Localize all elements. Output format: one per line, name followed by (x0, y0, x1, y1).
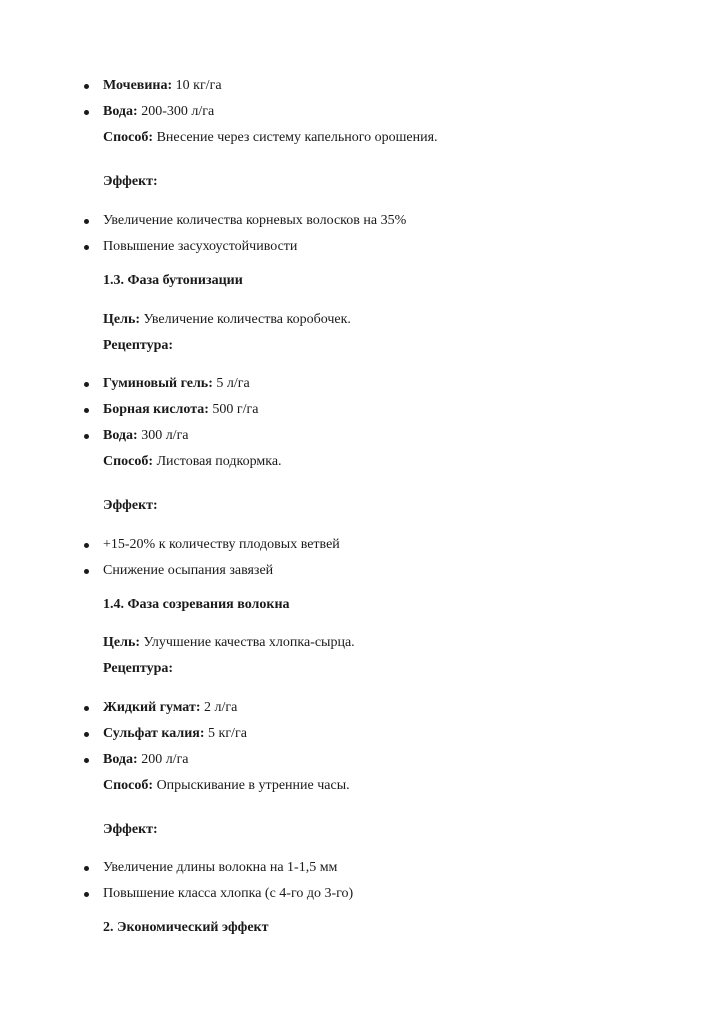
bullet-icon (84, 382, 89, 387)
bullet-icon (84, 219, 89, 224)
goal-line (103, 634, 355, 652)
goal-text: Увеличение количества коробочек. (140, 312, 351, 327)
item-value: 500 г/га (208, 402, 259, 417)
goal-label: Цель: (103, 312, 141, 327)
list-item-urea (103, 77, 222, 95)
section-title: 2. Экономический эффект (103, 920, 269, 935)
recipe-label: Рецептура: (103, 338, 174, 353)
bullet-icon (84, 84, 89, 89)
section-heading-budding (103, 272, 243, 290)
list-item-water (103, 103, 214, 121)
bullet-icon (84, 758, 89, 763)
item-label: Вода: (103, 104, 138, 119)
method-line (103, 129, 438, 147)
bullet-icon (84, 434, 89, 439)
bullet-icon (84, 110, 89, 115)
section-heading-fiber (103, 596, 290, 614)
item-label: Мочевина: (103, 78, 173, 93)
list-item-effect: Повышение засухоустойчивости (103, 239, 298, 254)
effect-label: Эффект: (103, 498, 158, 513)
item-value: 300 л/га (137, 428, 189, 443)
bullet-icon (84, 706, 89, 711)
item-value: 5 л/га (212, 376, 250, 391)
item-value: 5 кг/га (204, 726, 247, 741)
item-label: Вода: (103, 752, 138, 767)
item-value: 10 кг/га (172, 78, 222, 93)
effect-heading (103, 821, 158, 839)
recipe-heading (103, 660, 173, 678)
list-item-effect: Увеличение длины волокна на 1-1,5 мм (103, 860, 338, 875)
effect-label: Эффект: (103, 822, 158, 837)
list-item-water (103, 751, 189, 769)
list-item-liquid-humate (103, 699, 237, 717)
item-label: Сульфат калия: (103, 726, 205, 741)
bullet-icon (84, 569, 89, 574)
section-title: 1.3. Фаза бутонизации (103, 273, 243, 288)
goal-label: Цель: (103, 635, 141, 650)
item-value: 200-300 л/га (137, 104, 215, 119)
bullet-icon (84, 866, 89, 871)
bullet-icon (84, 892, 89, 897)
effect-label: Эффект: (103, 174, 158, 189)
list-item-effect: +15-20% к количеству плодовых ветвей (103, 537, 340, 552)
item-label: Гуминовый гель: (103, 376, 213, 391)
list-item-water (103, 427, 189, 445)
method-label: Способ: (103, 130, 154, 145)
section-title: 1.4. Фаза созревания волокна (103, 597, 290, 612)
recipe-heading (103, 337, 173, 355)
list-item-effect: Увеличение количества корневых волосков на 35% (103, 213, 407, 228)
list-item-potassium-sulfate (103, 725, 247, 743)
effect-heading (103, 497, 158, 515)
goal-text: Улучшение качества хлопка-сырца. (140, 635, 355, 650)
recipe-label: Рецептура: (103, 661, 174, 676)
method-line (103, 777, 350, 795)
effect-heading (103, 173, 158, 191)
bullet-icon (84, 408, 89, 413)
bullet-icon (84, 543, 89, 548)
method-text: Листовая подкормка. (153, 454, 282, 469)
item-value: 2 л/га (200, 700, 238, 715)
list-item-effect: Повышение класса хлопка (с 4-го до 3-го) (103, 886, 354, 901)
method-label: Способ: (103, 778, 154, 793)
goal-line (103, 311, 351, 329)
list-item-humic-gel (103, 375, 250, 393)
item-label: Борная кислота: (103, 402, 209, 417)
section-heading-economic (103, 919, 268, 937)
list-item-effect: Снижение осыпания завязей (103, 563, 274, 578)
method-label: Способ: (103, 454, 154, 469)
item-label: Вода: (103, 428, 138, 443)
method-text: Опрыскивание в утренние часы. (153, 778, 350, 793)
list-item-boric-acid (103, 401, 259, 419)
bullet-icon (84, 245, 89, 250)
bullet-icon (84, 732, 89, 737)
method-text: Внесение через систему капельного орошения. (153, 130, 438, 145)
item-label: Жидкий гумат: (103, 700, 201, 715)
method-line (103, 453, 282, 471)
item-value: 200 л/га (137, 752, 189, 767)
